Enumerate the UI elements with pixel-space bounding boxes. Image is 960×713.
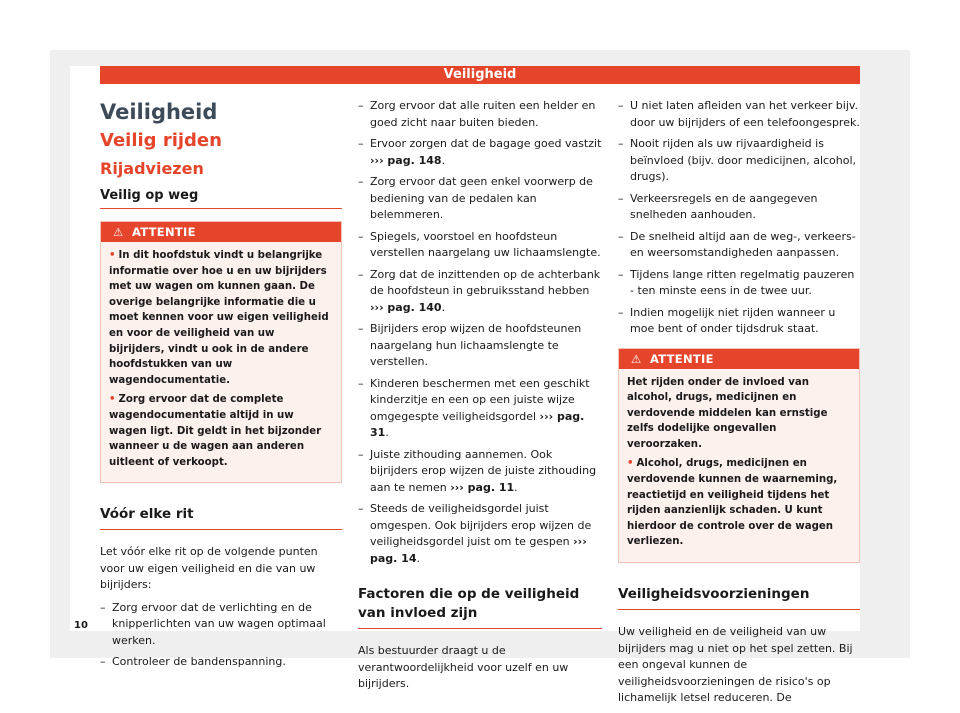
- warning-header: [619, 349, 859, 369]
- section-heading: Veiligheidsvoorzieningen: [618, 585, 860, 610]
- bullet-icon: •: [109, 250, 116, 261]
- checklist: [358, 98, 602, 567]
- checklist: [100, 600, 342, 671]
- section-title: Veilig rijden: [100, 130, 222, 151]
- warning-item: • Alcohol, drugs, medicijnen en verdovende kunnen de waarneming, reactietijd en veiligheid tijdens het rijden aanzienlijk schaden. U kunt hierdoor de controle over de wagen verliezen.: [627, 458, 838, 548]
- page-reference-link[interactable]: ››› pag. 31: [370, 409, 585, 439]
- list-item: – U niet laten afleiden van het verkeer bijv. door uw bijrijders of een telefoongesprek.: [618, 98, 860, 131]
- chapter-banner: Veiligheid: [100, 66, 860, 84]
- warning-triangle-icon: ⚠: [631, 351, 642, 366]
- section-heading: Vóór elke rit: [100, 505, 342, 530]
- list-item: – Zorg dat de inzittenden op de achterbank de hoofdsteun in gebruiksstand hebben ››› pag. 140.: [358, 267, 602, 317]
- warning-header: [101, 222, 341, 242]
- page-reference-link[interactable]: ››› pag. 148: [370, 153, 442, 167]
- list-item: – Spiegels, voorstoel en hoofdsteun verstellen naargelang uw lichaamslengte.: [358, 229, 602, 262]
- list-item: – Tijdens lange ritten regelmatig pauzeren - ten minste eens in de twee uur.: [618, 267, 860, 300]
- section-heading: Factoren die op de veiligheid van invloed zijn: [358, 585, 602, 629]
- warning-box: [618, 348, 860, 564]
- warning-triangle-icon: ⚠: [113, 225, 124, 239]
- warning-body: [619, 369, 859, 563]
- subsection-title: Rijadviezen: [100, 159, 204, 178]
- topic-heading: Veilig op weg: [100, 188, 342, 209]
- list-item: – Controleer de bandenspanning.: [100, 654, 342, 671]
- list-item: – Verkeersregels en de aangegeven snelheden aanhouden.: [618, 191, 860, 224]
- bullet-icon: •: [627, 458, 634, 470]
- warning-item: • Zorg ervoor dat de complete wagendocumentatie altijd in uw wagen ligt. Dit geldt in het bijzonder wanneer u de wagen aan anderen uitleent of verkoopt.: [109, 394, 322, 468]
- list-item: – Zorg ervoor dat de verlichting en de knipperlichten van uw wagen optimaal werken.: [100, 600, 342, 650]
- paragraph: Uw veiligheid en de veiligheid van uw bijrijders mag u niet op het spel zetten. Bij een ongeval kunnen de veiligheidsvoorzieningen de risico's op lichamelijk letsel reduceren. De: [618, 625, 853, 705]
- page-number: 10: [74, 620, 88, 631]
- warning-lead: Het rijden onder de invloed van alcohol, drugs, medicijnen en verdovende middelen kan ernstige zelfs dodelijke ongevallen veroorzaken.: [627, 376, 828, 450]
- list-item: – Zorg ervoor dat alle ruiten een helder en goed zicht naar buiten bieden.: [358, 98, 602, 131]
- warning-body: [101, 242, 341, 482]
- list-item: – Juiste zithouding aannemen. Ook bijrijders erop wijzen de juiste zithouding aan te nemen ››› pag. 11.: [358, 447, 602, 497]
- list-item: – Kinderen beschermen met een geschikt kinderzitje en een op een juiste wijze omgegespte veiligheidsgordel ››› pag. 31.: [358, 376, 602, 442]
- list-item: – Steeds de veiligheidsgordel juist omgespen. Ook bijrijders erop wijzen de veiligheidsgordel juist om te gespen ››› pag. 14.: [358, 501, 602, 567]
- page-reference-link[interactable]: ››› pag. 140: [370, 300, 442, 314]
- column-2: [358, 98, 602, 699]
- bullet-icon: •: [109, 394, 116, 406]
- warning-label: ATTENTIE: [131, 225, 196, 239]
- chapter-title: Veiligheid: [100, 100, 218, 124]
- warning-item: • In dit hoofdstuk vindt u belangrijke informatie over hoe u en uw bijrijders met uw wagen om kunnen gaan. De overige belangrijke informatie die u moet kennen voor uw eigen veiligheid en voor de veiligheid van uw bijrijders, vindt u ook in de andere hoofdstukken van uw wagendocumentatie.: [109, 250, 329, 386]
- list-item: – Indien mogelijk niet rijden wanneer u moe bent of onder tijdsdruk staat.: [618, 305, 860, 338]
- intro-paragraph: Let vóór elke rit op de volgende punten voor uw eigen veiligheid en die van uw bijrijders:: [100, 545, 318, 592]
- list-item: – Bijrijders erop wijzen de hoofdsteunen naargelang hun lichaamslengte te verstellen.: [358, 321, 602, 371]
- list-item: – Zorg ervoor dat geen enkel voorwerp de bediening van de pedalen kan belemmeren.: [358, 174, 602, 224]
- list-item: – De snelheid altijd aan de weg-, verkeers- en weersomstandigheden aanpassen.: [618, 229, 860, 262]
- column-1: [100, 92, 342, 676]
- column-3: [618, 98, 860, 713]
- page-reference-link[interactable]: ››› pag. 14: [370, 535, 587, 565]
- warning-label: ATTENTIE: [649, 351, 714, 366]
- paragraph: Als bestuurder draagt u de verantwoordelijkheid voor uzelf en uw bijrijders.: [358, 644, 569, 690]
- list-item: – Nooit rijden als uw rijvaardigheid is beïnvloed (bijv. door medicijnen, alcohol, drugs).: [618, 136, 860, 186]
- page-reference-link[interactable]: ››› pag. 11: [450, 480, 515, 494]
- checklist: [618, 98, 860, 338]
- warning-box: [100, 221, 342, 483]
- list-item: – Ervoor zorgen dat de bagage goed vastzit ››› pag. 148.: [358, 136, 602, 169]
